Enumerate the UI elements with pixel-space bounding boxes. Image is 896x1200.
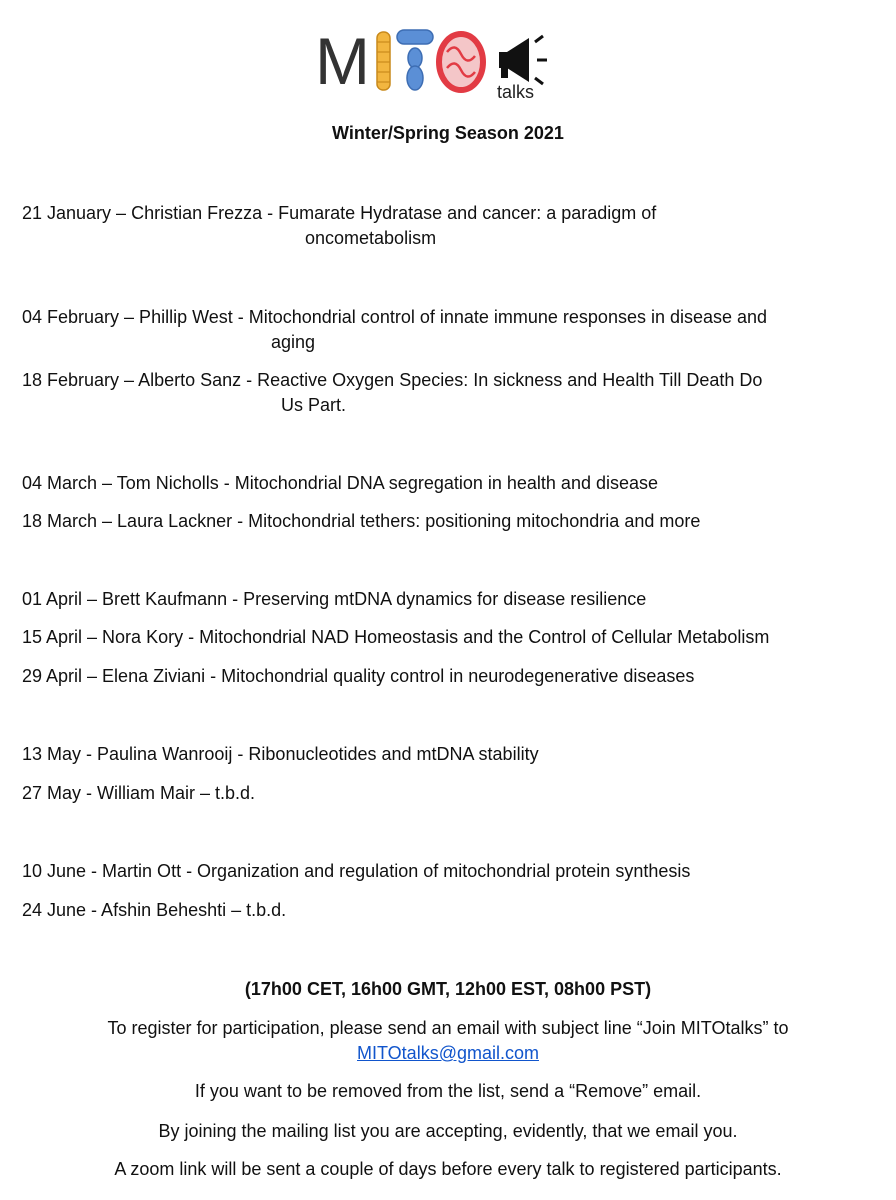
zoom-text: A zoom link will be sent a couple of days before every talk to registered participants. bbox=[114, 1159, 782, 1179]
megaphone-icon bbox=[499, 36, 547, 84]
talk-entry-11: 24 June - Afshin Beheshti – t.b.d. bbox=[22, 900, 287, 920]
talk-entry-1-line2: aging bbox=[271, 332, 316, 352]
talk-entry-1-line1: 04 February – Phillip West - Mitochondrial control of innate immune responses in disease and bbox=[22, 307, 768, 327]
talk-entry-6: 15 April – Nora Kory - Mitochondrial NAD Homeostasis and the Control of Cellular Metabolism bbox=[22, 627, 770, 647]
talk-entry-0-line2: oncometabolism bbox=[305, 228, 437, 248]
talk-times: (17h00 CET, 16h00 GMT, 12h00 EST, 08h00 PST) bbox=[244, 979, 652, 999]
talk-entry-2-line1: 18 February – Alberto Sanz - Reactive Oxygen Species: In sickness and Health Till Death Do bbox=[22, 370, 763, 390]
season-title: Winter/Spring Season 2021 bbox=[332, 123, 564, 143]
register-text: To register for participation, please send an email with subject line “Join MITOtalks” to bbox=[107, 1018, 789, 1038]
logo-letter-t bbox=[397, 30, 433, 90]
logo-letter-m: M bbox=[315, 24, 370, 98]
talk-entry-8: 13 May - Paulina Wanrooij - Ribonucleotides and mtDNA stability bbox=[22, 744, 539, 764]
talk-entry-4: 18 March – Laura Lackner - Mitochondrial tethers: positioning mitochondria and more bbox=[22, 511, 701, 531]
talk-entry-10: 10 June - Martin Ott - Organization and regulation of mitochondrial protein synthesis bbox=[22, 861, 691, 881]
talk-entry-7: 29 April – Elena Ziviani - Mitochondrial quality control in neurodegenerative diseases bbox=[22, 666, 695, 686]
logo-sub: talks bbox=[497, 82, 535, 102]
mitotalks-logo bbox=[315, 22, 565, 102]
joining-text: By joining the mailing list you are accepting, evidently, that we email you. bbox=[158, 1121, 738, 1141]
talk-entry-2-line2: Us Part. bbox=[281, 395, 347, 415]
talk-entry-3: 04 March – Tom Nicholls - Mitochondrial DNA segregation in health and disease bbox=[22, 473, 659, 493]
register-email-link[interactable]: MITOtalks@gmail.com bbox=[357, 1043, 539, 1063]
talk-entry-0-line1: 21 January – Christian Frezza - Fumarate Hydratase and cancer: a paradigm of bbox=[22, 203, 657, 223]
remove-text: If you want to be removed from the list, send a “Remove” email. bbox=[194, 1081, 702, 1101]
talk-entry-9: 27 May - William Mair – t.b.d. bbox=[22, 783, 256, 803]
talk-entry-5: 01 April – Brett Kaufmann - Preserving mtDNA dynamics for disease resilience bbox=[22, 589, 647, 609]
logo-letter-o bbox=[439, 34, 483, 90]
logo-letter-i bbox=[377, 32, 390, 90]
